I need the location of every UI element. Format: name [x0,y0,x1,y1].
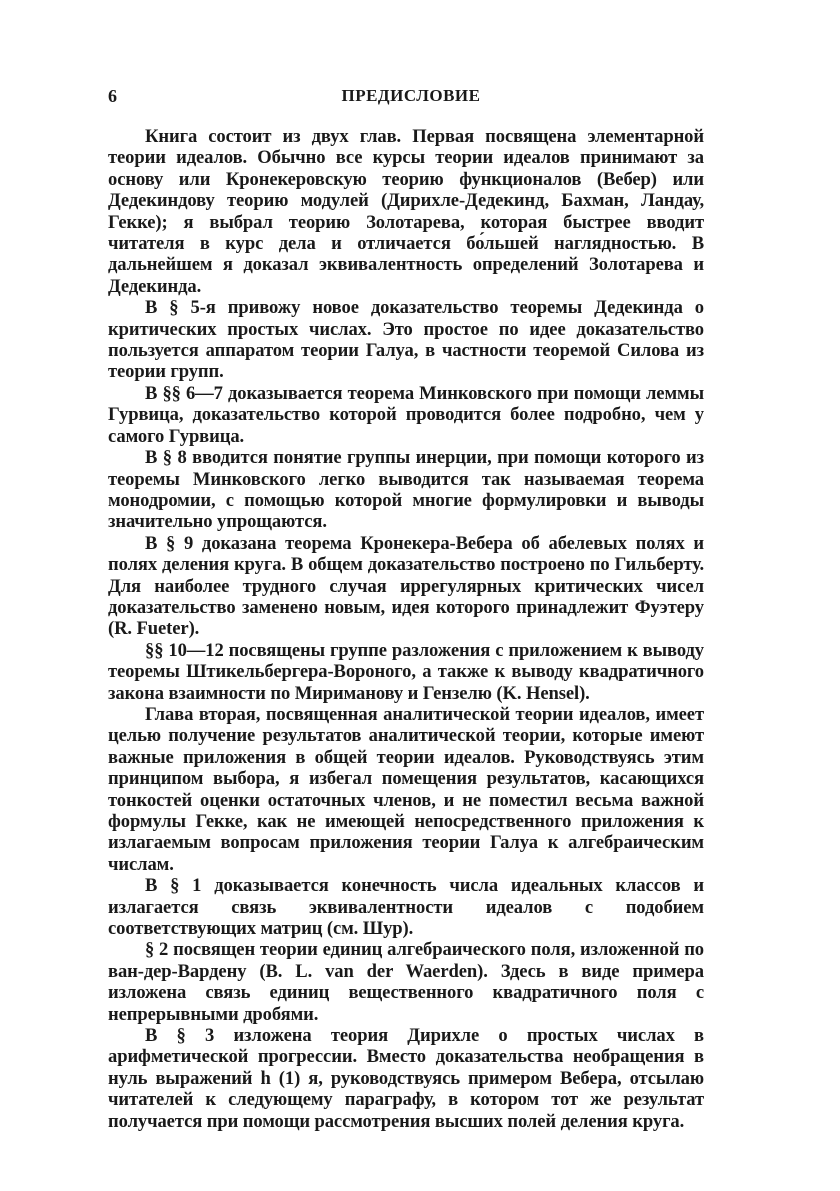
paragraph-ch2-section-1: В § 1 доказывается конечность числа идеальных классов и излагается связь эквивалентности идеалов с подобием соответствующих матриц (см. Шур). [108,875,704,940]
paragraph-chapter-two: Глава вторая, посвященная аналитической теории идеалов, имеет целью получение результатов аналитической теории, которые имеют важные приложения в общей теории идеалов. Руководствуясь этим принципом выбора, я избегал помещения результатов, касающихся тонкостей оценки остаточных членов, и не поместил весьма важной формулы Гекке, как не имеющей непосредственного приложения к излагаемым вопросам приложения теории Галуа к алгебраическим числам. [108,703,704,875]
page-number: 6 [108,86,117,106]
paragraph-sections-10-12: §§ 10—12 посвящены группе разложения с приложением к выводу теоремы Штикельбергера-Вороного, а также к выводу квадратичного закона взаимности по Мириманову и Гензелю (K. Hensel). [108,639,704,704]
paragraph-sections-6-7: В §§ 6—7 доказывается теорема Минковского при помощи леммы Гурвица, доказательство которой проводится более подробно, чем у самого Гурвица. [108,382,704,447]
preface-body [108,126,704,1132]
paragraph-section-5: В § 5-я привожу новое доказательство теоремы Дедекинда о критических простых числах. Это простое по идее доказательство пользуется аппаратом теории Галуа, в частности теоремой Силова из теории групп. [108,297,704,383]
running-title: ПРЕДИСЛОВИЕ [341,86,481,105]
paragraph-section-9: В § 9 доказана теорема Кронекера-Вебера об абелевых полях и полях деления круга. В общем доказательство построено по Гильберту. Для наиболее трудного случая иррегулярных критических чисел доказательство заменено новым, идея которого принадлежит Фуэтеру (R. Fueter). [108,532,704,640]
page-header [108,86,714,110]
paragraph-ch2-section-2: § 2 посвящен теории единиц алгебраического поля, изложенной по ван-дер-Вардену (B. L. van der Waerden). Здесь в виде примера изложена связь единиц вещественного квадратичного поля с непрерывными дробями. [108,939,704,1025]
paragraph-book-structure: Книга состоит из двух глав. Первая посвящена элементарной теории идеалов. Обычно все курсы теории идеалов принимают за основу или Кронекеровскую теорию функционалов (Вебер) или Дедекиндову теорию модулей (Дирихле-Дедекинд, Бахман, Ландау, Гекке); я выбрал теорию Золотарева, которая быстрее вводит читателя в курс дела и отличается бо́льшей наглядностью. В дальнейшем я доказал эквивалентность определений Золотарева и Дедекинда. [108,126,704,297]
paragraph-section-8: В § 8 вводится понятие группы инерции, при помощи которого из теоремы Минковского легко выводится так называемая теорема монодромии, с помощью которой многие формулировки и выводы значительно упрощаются. [108,447,704,533]
paragraph-ch2-section-3: В § 3 изложена теория Дирихле о простых числах в арифметической прогрессии. Вместо доказательства необращения в нуль выражений h (1) я, руководствуясь примером Вебера, отсылаю читателей к следующему параграфу, в котором тот же результат получается при помощи рассмотрения высших полей деления круга. [108,1025,704,1132]
